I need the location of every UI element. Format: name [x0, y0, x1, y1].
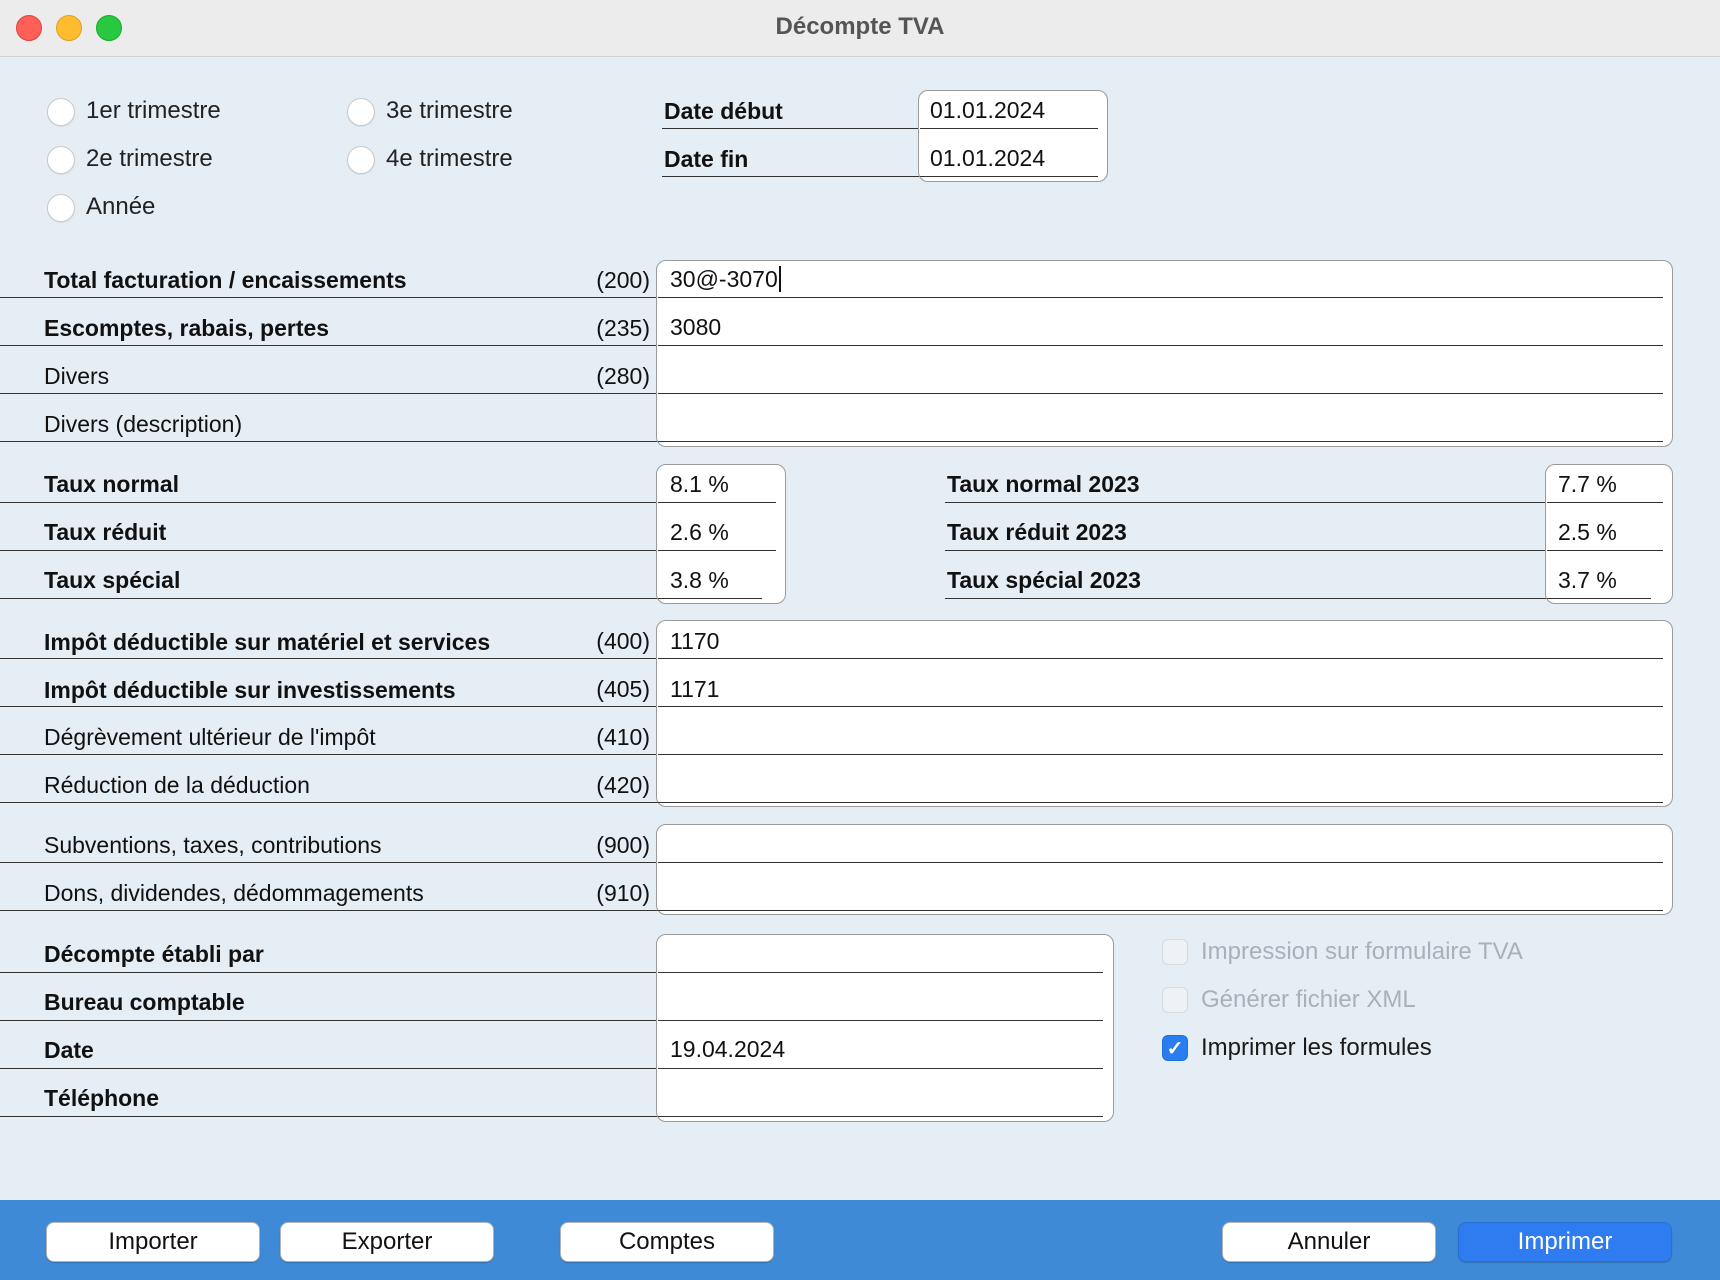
misc-field[interactable]: [670, 362, 1650, 390]
accounts-button[interactable]: Comptes: [560, 1222, 774, 1262]
print-formulas-checkbox[interactable]: [1162, 1035, 1188, 1061]
deductible-material-label: Impôt déductible sur matériel et services: [44, 629, 491, 655]
divider: [0, 972, 658, 973]
code-200: (200): [596, 267, 650, 293]
tax-relief-label: Dégrèvement ultérieur de l'impôt: [44, 724, 376, 750]
radio-year[interactable]: [47, 194, 75, 222]
normal-rate-field[interactable]: 8.1 %: [670, 471, 729, 497]
prepared-by-label: Décompte établi par: [44, 941, 264, 967]
normal-rate-2023-field[interactable]: 7.7 %: [1558, 471, 1617, 497]
radio-q2[interactable]: [47, 146, 75, 174]
divider: [662, 176, 920, 177]
divider: [0, 706, 658, 707]
divider: [658, 441, 1663, 442]
divider: [0, 910, 658, 911]
divider: [658, 550, 776, 551]
radio-q2-label: 2e trimestre: [86, 145, 213, 172]
divider: [920, 176, 1098, 177]
divider: [658, 393, 1663, 394]
export-button[interactable]: Exporter: [280, 1222, 494, 1262]
divider: [658, 598, 762, 599]
divider: [658, 502, 776, 503]
divider: [0, 1020, 658, 1021]
code-410: (410): [596, 724, 650, 750]
divider: [0, 1068, 658, 1069]
total-billing-label: Total facturation / encaissements: [44, 267, 407, 293]
subsidies-label: Subventions, taxes, contributions: [44, 832, 382, 858]
radio-q3[interactable]: [347, 98, 375, 126]
print-button[interactable]: Imprimer: [1458, 1222, 1672, 1262]
misc-description-label: Divers (description): [44, 411, 243, 437]
radio-year-label: Année: [86, 193, 156, 220]
divider: [658, 862, 1663, 863]
cancel-button[interactable]: Annuler: [1222, 1222, 1436, 1262]
divider: [658, 1068, 1103, 1069]
code-910: (910): [596, 880, 650, 906]
divider: [1547, 598, 1651, 599]
special-rate-2023-label: Taux spécial 2023: [947, 567, 1141, 593]
divider: [945, 550, 1547, 551]
divider: [945, 502, 1547, 503]
divider: [0, 393, 658, 394]
reduced-rate-field[interactable]: 2.6 %: [670, 519, 729, 545]
divider: [0, 550, 658, 551]
divider: [0, 754, 658, 755]
import-button[interactable]: Importer: [46, 1222, 260, 1262]
radio-q1-label: 1er trimestre: [86, 97, 221, 124]
subsidies-field[interactable]: [670, 832, 1650, 860]
divider: [0, 502, 658, 503]
deductible-invest-field[interactable]: 1171: [670, 676, 720, 702]
deduction-reduction-label: Réduction de la déduction: [44, 772, 310, 798]
divider: [658, 972, 1103, 973]
divider: [0, 1116, 658, 1117]
date-start-field[interactable]: 01.01.2024: [930, 97, 1046, 123]
divider: [658, 910, 1663, 911]
divider: [1547, 550, 1663, 551]
code-900: (900): [596, 832, 650, 858]
divider: [658, 706, 1663, 707]
code-420: (420): [596, 772, 650, 798]
radio-q4[interactable]: [347, 146, 375, 174]
divider: [658, 1020, 1103, 1021]
special-rate-2023-field[interactable]: 3.7 %: [1558, 567, 1617, 593]
deductible-invest-label: Impôt déductible sur investissements: [44, 677, 456, 703]
prepared-by-field[interactable]: [670, 940, 1090, 968]
date-field[interactable]: 19.04.2024: [670, 1036, 786, 1062]
divider: [0, 802, 658, 803]
reduced-rate-2023-label: Taux réduit 2023: [947, 519, 1127, 545]
deduction-reduction-field[interactable]: [670, 772, 1650, 800]
donations-label: Dons, dividendes, dédommagements: [44, 880, 424, 906]
code-235: (235): [596, 315, 650, 341]
print-formulas-label: Imprimer les formules: [1201, 1034, 1432, 1061]
divider: [658, 802, 1663, 803]
special-rate-label: Taux spécial: [44, 567, 181, 593]
divider: [662, 128, 920, 129]
misc-description-field[interactable]: [670, 410, 1650, 438]
divider: [0, 862, 658, 863]
special-rate-field[interactable]: 3.8 %: [670, 567, 729, 593]
divider: [945, 598, 1547, 599]
divider: [1547, 502, 1663, 503]
normal-rate-2023-label: Taux normal 2023: [947, 471, 1140, 497]
xml-checkbox[interactable]: [1162, 987, 1188, 1013]
accounting-office-label: Bureau comptable: [44, 989, 245, 1015]
date-start-label: Date début: [664, 98, 783, 124]
divider: [0, 598, 658, 599]
divider: [0, 345, 658, 346]
radio-q4-label: 4e trimestre: [386, 145, 513, 172]
window-title: Décompte TVA: [775, 13, 945, 40]
divider: [658, 658, 1663, 659]
code-400: (400): [596, 628, 650, 654]
text-cursor: [779, 266, 781, 292]
date-end-label: Date fin: [664, 146, 749, 172]
discounts-field[interactable]: 3080: [670, 314, 722, 340]
total-billing-field[interactable]: [670, 266, 781, 293]
date-label: Date: [44, 1037, 94, 1063]
tax-relief-field[interactable]: [670, 724, 1650, 752]
divider: [0, 441, 658, 442]
checkmark-icon: ✓: [1166, 1038, 1184, 1060]
date-end-field[interactable]: 01.01.2024: [930, 145, 1046, 171]
title-bar: [0, 0, 1720, 57]
phone-field[interactable]: [670, 1084, 1090, 1112]
discounts-label: Escomptes, rabais, pertes: [44, 315, 330, 341]
donations-field[interactable]: [670, 880, 1650, 908]
divider: [920, 128, 1098, 129]
deductible-material-field[interactable]: 1170: [670, 628, 720, 654]
misc-label: Divers: [44, 363, 110, 389]
normal-rate-label: Taux normal: [44, 471, 180, 497]
radio-q1[interactable]: [47, 98, 75, 126]
divider: [658, 754, 1663, 755]
total-billing-value: 30@-3070: [670, 266, 778, 292]
code-280: (280): [596, 363, 650, 389]
code-405: (405): [596, 676, 650, 702]
reduced-rate-label: Taux réduit: [44, 519, 167, 545]
divider: [658, 1116, 1103, 1117]
accounting-office-field[interactable]: [670, 988, 1090, 1016]
phone-label: Téléphone: [44, 1085, 160, 1111]
divider: [0, 297, 658, 298]
print-form-checkbox[interactable]: [1162, 939, 1188, 965]
divider: [658, 297, 1663, 298]
divider: [658, 345, 1663, 346]
print-form-label: Impression sur formulaire TVA: [1201, 938, 1523, 965]
divider: [0, 658, 658, 659]
radio-q3-label: 3e trimestre: [386, 97, 513, 124]
xml-label: Générer fichier XML: [1201, 986, 1416, 1013]
reduced-rate-2023-field[interactable]: 2.5 %: [1558, 519, 1617, 545]
